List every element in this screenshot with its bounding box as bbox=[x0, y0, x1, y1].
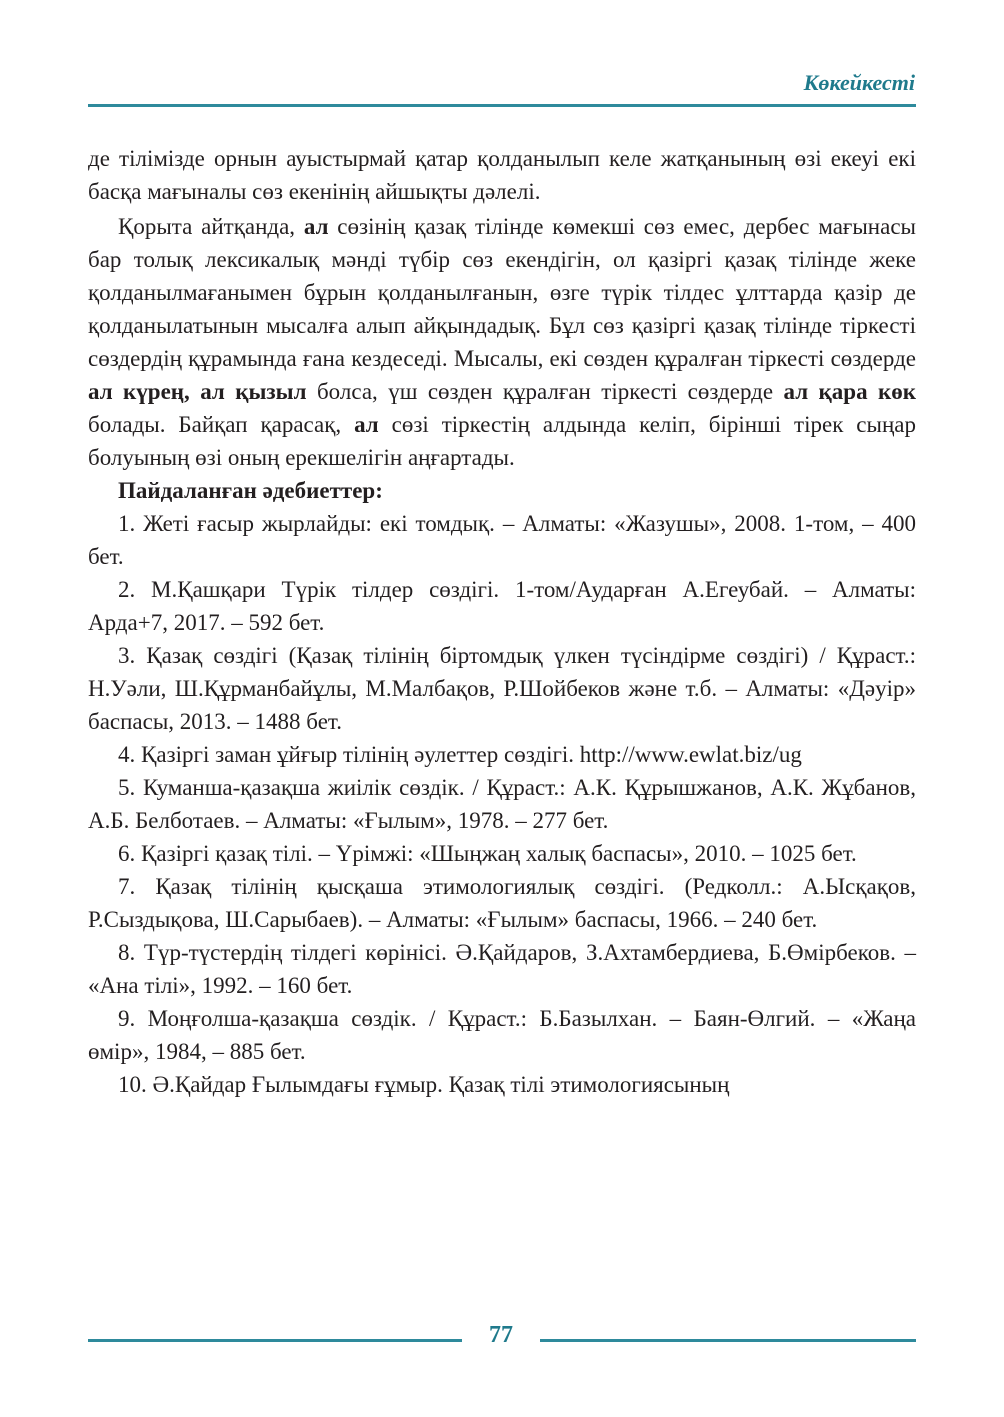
reference-item: 2. М.Қашқари Түрік тілдер сөздігі. 1-том/Аударған А.Егеубай. – Алматы: Арда+7, 2017. – 592 бет. bbox=[88, 577, 916, 635]
reference-item: 10. Ә.Қайдар Ғылымдағы ғұмыр. Қазақ тілі этимологиясының bbox=[118, 1072, 730, 1097]
references-list bbox=[88, 507, 916, 1101]
bold-term: ал bbox=[354, 412, 379, 437]
reference-item: 3. Қазақ сөздігі (Қазақ тілінің біртомдық үлкен түсіндірме сөздігі) / Құраст.: Н.Уәли, Ш.Құрманбайұлы, М.Малбақов, Р.Шойбеков және т.б. – Алматы: «Дәуір» баспасы, 2013. – 1488 бет. bbox=[88, 643, 916, 734]
paragraph-continuation: де тілімізде орнын ауыстырмай қатар қолданылып келе жатқанының өзі екеуі екі басқа мағыналы сөз екенінің айшықты дәлелі. bbox=[88, 146, 916, 204]
reference-item: 1. Жеті ғасыр жырлайды: екі томдық. – Алматы: «Жазушы», 2008. 1-том, – 400 бет. bbox=[88, 511, 916, 569]
bold-term: ал bbox=[303, 214, 329, 239]
reference-item: 4. Қазіргі заман ұйғыр тілінің әулеттер сөздігі. http://www.ewlat.biz/ug bbox=[118, 742, 802, 767]
running-header-title: Көкейкесті bbox=[803, 70, 915, 95]
reference-item: 8. Түр-түстердің тілдегі көрінісі. Ә.Қайдаров, З.Ахтамбердиева, Б.Өмірбеков. – «Ана тілі», 1992. – 160 бет. bbox=[88, 940, 916, 998]
bold-term: ал қара көк bbox=[783, 379, 916, 404]
footer-divider-left bbox=[88, 1339, 462, 1342]
text-run: сөзі тіркестің алдында келіп, бірінші тірек сыңар болуының өзі оның ерекшелігін аңғартады. bbox=[88, 412, 916, 470]
page-number: 77 bbox=[489, 1322, 513, 1348]
header-divider bbox=[88, 104, 916, 107]
reference-item: 7. Қазақ тілінің қысқаша этимологиялық сөздігі. (Редколл.: А.Ысқақов, Р.Сыздықова, Ш.Сарыбаев). – Алматы: «Ғылым» баспасы, 1966. – 240 бет. bbox=[88, 874, 916, 932]
footer-divider-right bbox=[540, 1339, 916, 1342]
text-run: сөзінің қазақ тілінде көмекші сөз емес, дербес мағынасы бар толық лексикалық мәнді түбір сөз екендігін, ол қазіргі қазақ тілінде жеке қолданылмағанымен бұрын қолданылғанын, өзге түрік тілдес ұлттарда қазір де қолданылатынын мысалға алып айқындадық. Бұл сөз қазіргі қазақ тілінде тіркесті сөздердің құрамында ғана кездеседі. Мысалы, екі сөзден құралған тіркесті сөздерде bbox=[88, 214, 916, 371]
text-run: Қорыта айтқанда, bbox=[118, 214, 304, 239]
reference-item: 6. Қазіргі қазақ тілі. – Үрімжі: «Шыңжаң халық баспасы», 2010. – 1025 бет. bbox=[118, 841, 857, 866]
reference-item: 9. Моңғолша-қазақша сөздік. / Құраст.: Б.Базылхан. – Баян-Өлгий. – «Жаңа өмір», 1984, – 885 бет. bbox=[88, 1006, 916, 1064]
reference-item: 5. Куманша-қазақша жиілік сөздік. / Құраст.: А.К. Құрышжанов, А.К. Жұбанов, А.Б. Белботаев. – Алматы: «Ғылым», 1978. – 277 бет. bbox=[88, 775, 916, 833]
bold-term: ал күрең, ал қызыл bbox=[88, 379, 307, 404]
paragraph-conclusion bbox=[88, 210, 916, 474]
text-run: болады. Байқап қарасақ, bbox=[88, 412, 355, 437]
references-heading: Пайдаланған әдебиеттер: bbox=[118, 478, 383, 503]
text-run: болса, үш сөзден құралған тіркесті сөздерде bbox=[306, 379, 784, 404]
page-content bbox=[88, 142, 916, 1101]
